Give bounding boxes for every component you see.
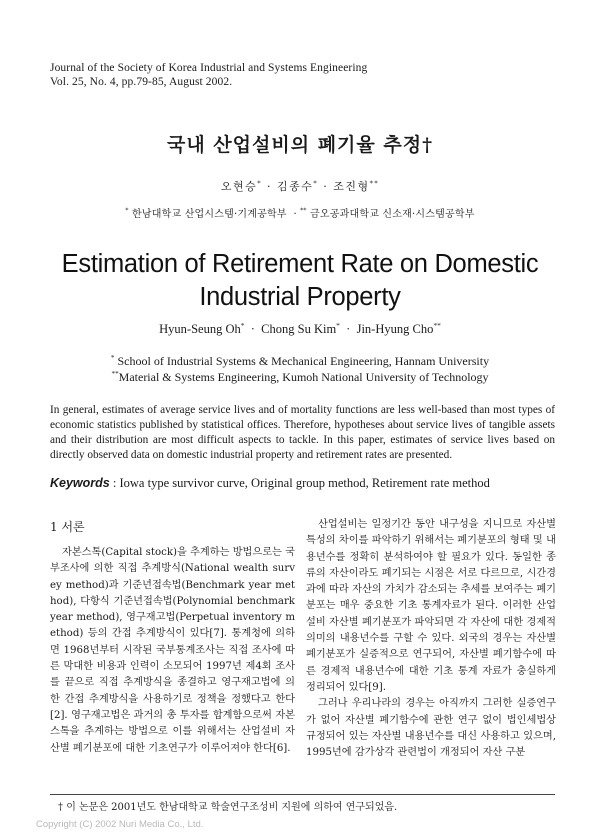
journal-name: Journal of the Society of Korea Industrial and Systems Engineering <box>50 62 368 74</box>
keywords-separator: : <box>109 476 120 490</box>
footnote-text: 이 논문은 2001년도 한남대학교 학술연구조성비 지원에 의하여 연구되었음. <box>66 802 398 813</box>
english-authors <box>0 322 600 337</box>
english-author-3-mark: ** <box>433 320 441 330</box>
body-right-column <box>306 517 556 761</box>
english-affiliation-2-mark: ** <box>111 370 119 378</box>
english-affiliation-1-mark: * <box>110 354 115 362</box>
english-author-2-mark: * <box>336 320 340 330</box>
body-paragraph: 산업설비는 일정기간 동안 내구성을 지니므로 자산별 특성의 차이를 파악하기 위해서는 폐기분포의 형태 및 내용년수를 정확히 분석하여야 할 필요가 있다. 동일한 종류의 자산이라도 폐기되는 시점은 서로 다르므로, 시간경과에 따라 자산의 가치가 감소되는 추세를 보여주는 폐기분포는 매우 중요한 기초 통계자료가 된다. 이러한 산업설비 자산별 폐기분포가 파악되면 각 자산에 대한 경제적 의미의 내용년수를 구할 수 있다. 외국의 경우는 자산별 폐기분포가 실증적으로 연구되어, 자산별 폐기함수에 따른 경제적 내용년수에 대한 기초 통계 자료가 충실하게 정리되어 있다[9]. <box>306 519 556 693</box>
keywords-label: Keywords <box>50 476 110 490</box>
korean-authors <box>0 178 600 194</box>
english-author-1-mark: * <box>240 320 245 330</box>
korean-author-3-mark: ** <box>369 179 380 188</box>
korean-affiliations <box>0 205 600 220</box>
korean-affiliation-2: 금오공과대학교 신소재·시스템공학부 <box>310 209 475 220</box>
english-affiliations <box>0 353 600 385</box>
korean-title: 국내 산업설비의 폐기율 추정† <box>166 134 434 156</box>
english-author-2: Chong Su Kim <box>261 322 337 336</box>
section-heading: 1 서론 <box>50 520 85 534</box>
abstract: In general, estimates of average service lives and of mortality functions are less well-based than most types of economic statistics published by statistical offices. Therefore, hypotheses about service lives of tangible assets and their distribution are most difficult aspects to tackle. In this paper, estimates of service lives based on directly observed data on domestic industrial property and retirement rates are presented. <box>50 404 555 461</box>
korean-author-1: 오현승 <box>220 180 258 193</box>
footnote-mark: † <box>58 802 63 813</box>
author-separator: · <box>247 322 259 336</box>
korean-affiliation-1: 한남대학교 산업시스템·기계공학부 <box>132 209 287 220</box>
korean-affiliation-1-mark: * <box>125 207 129 215</box>
author-separator: · <box>323 180 334 193</box>
footnote <box>58 798 397 813</box>
author-separator: · <box>267 180 277 193</box>
body-paragraph: 그러나 우리나라의 경우는 아직까지 그러한 실증연구가 없어 자산별 폐기함수에 관한 연구 없이 법인세법상 규정되어 있는 자산별 내용년수를 대신 사용하고 있으며, 1995년에 감가상각 관련법이 개정되어 자산 구분 <box>306 698 556 759</box>
keywords <box>50 476 555 491</box>
body-left-column: 자본스톡(Capital stock)을 추계하는 방법으로는 국부조사에 의한 직접 추계방식(National wealth survey method)과 기준년접속법(Benchmark year method), 다항식 기준년접속법(Polynomial benchmark year method), 영구재고법(Perpetual inventory method) 등의 간접 추계방식이 있다[7]. 통계청에 의하면 1968년부터 시작된 국부통계조사는 직접 조사에 따른 막대한 비용과 인력이 소모되어 1997년 제4회 조사를 끝으로 직접 추계방식을 종결하고 영구재고법에 의한 간접 추계방식을 사용하기로 정책을 정했다고 한다[2]. 영구재고법은 과거의 총 투자를 합계함으로써 자본스톡을 추계하는 방법으로 이를 위해서는 산업설비 자산별 폐기분포에 대한 기초연구가 이루어져야 한다[6]. <box>50 547 295 754</box>
keywords-text: Iowa type survivor curve, Original group method, Retirement rate method <box>119 476 490 490</box>
footnote-divider <box>50 794 555 795</box>
affiliation-separator: · <box>290 209 297 220</box>
korean-author-3: 조진형 <box>333 180 370 193</box>
english-affiliation-2-line <box>0 369 600 385</box>
korean-author-2-mark: * <box>313 179 319 188</box>
journal-volume: Vol. 25, No. 4, pp.79-85, August 2002. <box>50 76 233 88</box>
english-author-3: Jin-Hyung Cho <box>356 322 434 336</box>
korean-affiliation-2-mark: ** <box>300 207 307 215</box>
english-affiliation-1: School of Industrial Systems & Mechanical Engineering, Hannam University <box>117 354 490 368</box>
english-author-1: Hyun-Seung Oh <box>159 322 241 336</box>
copyright-notice: Copyright (C) 2002 Nuri Media Co., Ltd. <box>36 819 204 830</box>
author-separator: · <box>343 322 354 336</box>
english-affiliation-2: Material & Systems Engineering, Kumoh National University of Technology <box>118 370 489 384</box>
korean-author-2: 김종수 <box>277 180 314 193</box>
english-affiliation-1-line <box>0 353 600 369</box>
journal-header <box>50 61 367 89</box>
korean-author-1-mark: * <box>257 179 262 188</box>
english-title: Estimation of Retirement Rate on Domestic Industrial Property <box>61 250 539 311</box>
